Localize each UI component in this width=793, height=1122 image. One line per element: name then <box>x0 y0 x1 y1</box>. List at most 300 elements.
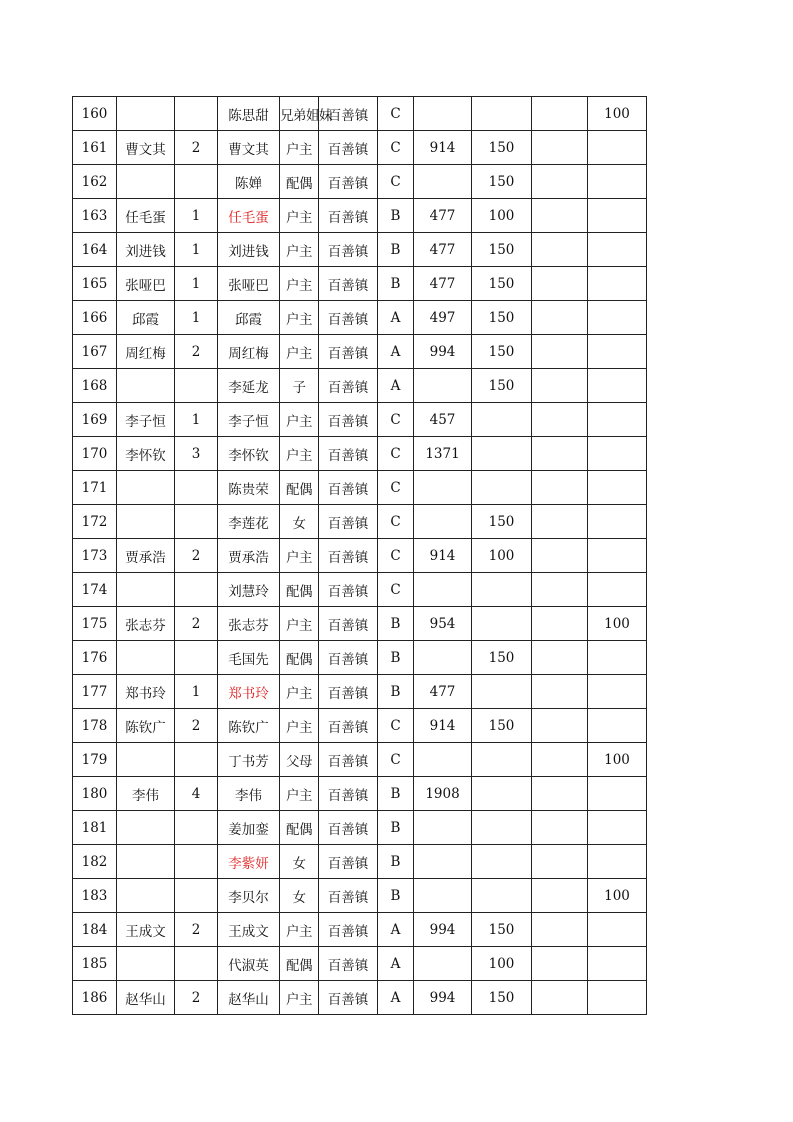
cell-member-name: 任毛蛋 <box>218 199 280 233</box>
cell-household-head: 邱霞 <box>117 301 175 335</box>
cell-serial-number: 184 <box>73 913 117 947</box>
cell-household-head: 李怀钦 <box>117 437 175 471</box>
cell-town: 百善镇 <box>319 641 378 675</box>
cell-subsidy-2 <box>532 947 588 981</box>
cell-subsidy-2 <box>532 777 588 811</box>
cell-household-size <box>175 471 218 505</box>
cell-household-size <box>175 641 218 675</box>
cell-subsidy-1: 150 <box>472 981 532 1015</box>
cell-town: 百善镇 <box>319 879 378 913</box>
cell-member-name: 李贝尔 <box>218 879 280 913</box>
cell-member-name: 李怀钦 <box>218 437 280 471</box>
cell-household-size <box>175 369 218 403</box>
cell-relationship: 配偶 <box>280 947 319 981</box>
cell-household-head: 曹文其 <box>117 131 175 165</box>
cell-amount: 477 <box>414 199 472 233</box>
cell-amount: 1371 <box>414 437 472 471</box>
table-row <box>73 947 647 981</box>
cell-household-size <box>175 845 218 879</box>
cell-town: 百善镇 <box>319 131 378 165</box>
cell-amount <box>414 743 472 777</box>
cell-town: 百善镇 <box>319 471 378 505</box>
table-row <box>73 471 647 505</box>
cell-amount <box>414 97 472 131</box>
cell-subsidy-1: 150 <box>472 267 532 301</box>
cell-household-head <box>117 97 175 131</box>
table-row <box>73 267 647 301</box>
cell-grade: C <box>378 471 414 505</box>
cell-relationship: 户主 <box>280 233 319 267</box>
cell-member-name: 刘慧玲 <box>218 573 280 607</box>
cell-household-head <box>117 879 175 913</box>
cell-subsidy-2 <box>532 199 588 233</box>
cell-grade: B <box>378 199 414 233</box>
cell-subsidy-2 <box>532 573 588 607</box>
table-row <box>73 641 647 675</box>
cell-household-size: 2 <box>175 607 218 641</box>
cell-town: 百善镇 <box>319 709 378 743</box>
table-row <box>73 131 647 165</box>
cell-subsidy-2 <box>532 743 588 777</box>
table-row <box>73 505 647 539</box>
cell-relationship: 配偶 <box>280 471 319 505</box>
cell-grade: C <box>378 165 414 199</box>
cell-subsidy-2 <box>532 811 588 845</box>
cell-serial-number: 168 <box>73 369 117 403</box>
cell-household-size: 1 <box>175 675 218 709</box>
cell-amount <box>414 369 472 403</box>
table-row <box>73 97 647 131</box>
cell-subsidy-3 <box>588 267 647 301</box>
cell-subsidy-1 <box>472 471 532 505</box>
cell-grade: A <box>378 981 414 1015</box>
cell-serial-number: 162 <box>73 165 117 199</box>
cell-town: 百善镇 <box>319 369 378 403</box>
cell-member-name: 贾承浩 <box>218 539 280 573</box>
cell-subsidy-3: 100 <box>588 743 647 777</box>
cell-serial-number: 167 <box>73 335 117 369</box>
cell-member-name: 李紫妍 <box>218 845 280 879</box>
cell-subsidy-2 <box>532 437 588 471</box>
cell-serial-number: 175 <box>73 607 117 641</box>
cell-town: 百善镇 <box>319 981 378 1015</box>
cell-town: 百善镇 <box>319 505 378 539</box>
cell-relationship: 户主 <box>280 267 319 301</box>
cell-subsidy-3 <box>588 369 647 403</box>
cell-household-head: 张志芬 <box>117 607 175 641</box>
cell-town: 百善镇 <box>319 573 378 607</box>
table-row <box>73 369 647 403</box>
cell-subsidy-3 <box>588 165 647 199</box>
cell-serial-number: 165 <box>73 267 117 301</box>
cell-serial-number: 181 <box>73 811 117 845</box>
cell-household-head <box>117 165 175 199</box>
cell-amount: 954 <box>414 607 472 641</box>
cell-amount: 1908 <box>414 777 472 811</box>
cell-serial-number: 163 <box>73 199 117 233</box>
cell-subsidy-1 <box>472 879 532 913</box>
cell-subsidy-2 <box>532 131 588 165</box>
cell-serial-number: 183 <box>73 879 117 913</box>
cell-town: 百善镇 <box>319 403 378 437</box>
cell-amount <box>414 573 472 607</box>
cell-household-size: 2 <box>175 335 218 369</box>
cell-member-name: 陈贵荣 <box>218 471 280 505</box>
cell-amount: 914 <box>414 539 472 573</box>
cell-household-size <box>175 505 218 539</box>
cell-subsidy-3 <box>588 811 647 845</box>
cell-subsidy-1: 150 <box>472 131 532 165</box>
cell-subsidy-3 <box>588 947 647 981</box>
table-row <box>73 335 647 369</box>
cell-subsidy-1: 150 <box>472 641 532 675</box>
cell-household-size: 2 <box>175 539 218 573</box>
cell-household-head <box>117 845 175 879</box>
cell-relationship: 父母 <box>280 743 319 777</box>
cell-member-name: 郑书玲 <box>218 675 280 709</box>
cell-relationship: 户主 <box>280 675 319 709</box>
cell-amount: 914 <box>414 131 472 165</box>
cell-relationship: 户主 <box>280 335 319 369</box>
cell-subsidy-1 <box>472 777 532 811</box>
cell-subsidy-2 <box>532 301 588 335</box>
table-row <box>73 233 647 267</box>
table-row <box>73 403 647 437</box>
cell-member-name: 李子恒 <box>218 403 280 437</box>
cell-subsidy-2 <box>532 369 588 403</box>
cell-subsidy-1 <box>472 573 532 607</box>
cell-subsidy-1: 150 <box>472 301 532 335</box>
cell-grade: C <box>378 403 414 437</box>
cell-member-name: 曹文其 <box>218 131 280 165</box>
cell-serial-number: 174 <box>73 573 117 607</box>
cell-amount: 477 <box>414 233 472 267</box>
cell-town: 百善镇 <box>319 913 378 947</box>
cell-subsidy-1 <box>472 607 532 641</box>
cell-member-name: 李伟 <box>218 777 280 811</box>
cell-grade: B <box>378 267 414 301</box>
cell-amount <box>414 879 472 913</box>
cell-subsidy-2 <box>532 675 588 709</box>
cell-grade: A <box>378 947 414 981</box>
cell-relationship: 配偶 <box>280 573 319 607</box>
cell-relationship: 女 <box>280 505 319 539</box>
cell-subsidy-1: 150 <box>472 369 532 403</box>
cell-amount <box>414 165 472 199</box>
cell-household-head <box>117 471 175 505</box>
cell-household-head: 赵华山 <box>117 981 175 1015</box>
cell-household-head: 贾承浩 <box>117 539 175 573</box>
cell-serial-number: 186 <box>73 981 117 1015</box>
cell-subsidy-1 <box>472 675 532 709</box>
cell-town: 百善镇 <box>319 335 378 369</box>
cell-household-size <box>175 573 218 607</box>
cell-relationship: 户主 <box>280 131 319 165</box>
cell-town: 百善镇 <box>319 97 378 131</box>
cell-serial-number: 161 <box>73 131 117 165</box>
cell-subsidy-3 <box>588 539 647 573</box>
cell-household-size <box>175 879 218 913</box>
cell-town: 百善镇 <box>319 743 378 777</box>
cell-subsidy-2 <box>532 845 588 879</box>
cell-household-head <box>117 505 175 539</box>
cell-serial-number: 182 <box>73 845 117 879</box>
cell-town: 百善镇 <box>319 947 378 981</box>
cell-grade: A <box>378 369 414 403</box>
cell-household-size: 2 <box>175 709 218 743</box>
cell-town: 百善镇 <box>319 777 378 811</box>
cell-household-head: 李伟 <box>117 777 175 811</box>
cell-grade: B <box>378 879 414 913</box>
cell-serial-number: 173 <box>73 539 117 573</box>
cell-subsidy-3 <box>588 335 647 369</box>
cell-grade: B <box>378 607 414 641</box>
cell-household-size <box>175 97 218 131</box>
cell-relationship: 户主 <box>280 913 319 947</box>
cell-subsidy-3 <box>588 777 647 811</box>
table-row <box>73 675 647 709</box>
cell-town: 百善镇 <box>319 165 378 199</box>
cell-town: 百善镇 <box>319 301 378 335</box>
cell-serial-number: 179 <box>73 743 117 777</box>
table-row <box>73 777 647 811</box>
cell-amount <box>414 947 472 981</box>
cell-subsidy-3 <box>588 233 647 267</box>
cell-serial-number: 180 <box>73 777 117 811</box>
cell-household-size <box>175 743 218 777</box>
cell-amount <box>414 845 472 879</box>
table-row <box>73 743 647 777</box>
cell-grade: A <box>378 335 414 369</box>
cell-town: 百善镇 <box>319 811 378 845</box>
cell-household-size <box>175 947 218 981</box>
cell-subsidy-2 <box>532 709 588 743</box>
table-row <box>73 709 647 743</box>
cell-member-name: 丁书芳 <box>218 743 280 777</box>
cell-household-head <box>117 743 175 777</box>
cell-household-size: 4 <box>175 777 218 811</box>
cell-household-head <box>117 811 175 845</box>
table-row <box>73 199 647 233</box>
cell-relationship: 户主 <box>280 403 319 437</box>
cell-grade: C <box>378 743 414 777</box>
cell-subsidy-1 <box>472 97 532 131</box>
cell-subsidy-1: 150 <box>472 913 532 947</box>
cell-member-name: 张志芬 <box>218 607 280 641</box>
cell-household-size: 1 <box>175 199 218 233</box>
table-row <box>73 301 647 335</box>
cell-household-head: 任毛蛋 <box>117 199 175 233</box>
cell-subsidy-3 <box>588 301 647 335</box>
table-row <box>73 845 647 879</box>
cell-town: 百善镇 <box>319 539 378 573</box>
cell-member-name: 代淑英 <box>218 947 280 981</box>
cell-serial-number: 171 <box>73 471 117 505</box>
cell-serial-number: 172 <box>73 505 117 539</box>
cell-subsidy-2 <box>532 267 588 301</box>
cell-grade: B <box>378 233 414 267</box>
cell-amount: 914 <box>414 709 472 743</box>
cell-subsidy-2 <box>532 879 588 913</box>
cell-subsidy-1: 150 <box>472 233 532 267</box>
cell-subsidy-2 <box>532 913 588 947</box>
cell-household-head <box>117 641 175 675</box>
cell-subsidy-2 <box>532 165 588 199</box>
cell-member-name: 张哑巴 <box>218 267 280 301</box>
cell-member-name: 刘进钱 <box>218 233 280 267</box>
cell-subsidy-3 <box>588 471 647 505</box>
table-row <box>73 811 647 845</box>
cell-subsidy-2 <box>532 641 588 675</box>
cell-serial-number: 178 <box>73 709 117 743</box>
cell-member-name: 陈钦广 <box>218 709 280 743</box>
cell-subsidy-3 <box>588 437 647 471</box>
cell-household-head: 王成文 <box>117 913 175 947</box>
cell-serial-number: 177 <box>73 675 117 709</box>
table-row <box>73 539 647 573</box>
cell-relationship: 配偶 <box>280 811 319 845</box>
cell-relationship: 配偶 <box>280 165 319 199</box>
cell-amount: 457 <box>414 403 472 437</box>
cell-amount: 994 <box>414 913 472 947</box>
cell-household-head: 周红梅 <box>117 335 175 369</box>
table-row <box>73 913 647 947</box>
cell-amount: 994 <box>414 335 472 369</box>
cell-grade: C <box>378 131 414 165</box>
cell-subsidy-1 <box>472 743 532 777</box>
cell-town: 百善镇 <box>319 675 378 709</box>
cell-subsidy-3: 100 <box>588 607 647 641</box>
cell-household-size: 2 <box>175 131 218 165</box>
cell-grade: A <box>378 301 414 335</box>
cell-subsidy-3 <box>588 505 647 539</box>
cell-subsidy-1: 150 <box>472 505 532 539</box>
cell-serial-number: 185 <box>73 947 117 981</box>
cell-town: 百善镇 <box>319 233 378 267</box>
cell-subsidy-3 <box>588 709 647 743</box>
cell-relationship: 户主 <box>280 437 319 471</box>
cell-amount <box>414 641 472 675</box>
cell-subsidy-3 <box>588 131 647 165</box>
cell-member-name: 陈婵 <box>218 165 280 199</box>
cell-subsidy-2 <box>532 539 588 573</box>
cell-grade: C <box>378 709 414 743</box>
cell-relationship: 户主 <box>280 539 319 573</box>
cell-grade: C <box>378 97 414 131</box>
cell-serial-number: 164 <box>73 233 117 267</box>
cell-amount: 994 <box>414 981 472 1015</box>
cell-household-head <box>117 573 175 607</box>
cell-subsidy-2 <box>532 335 588 369</box>
cell-household-size: 2 <box>175 981 218 1015</box>
cell-member-name: 李延龙 <box>218 369 280 403</box>
cell-household-head: 郑书玲 <box>117 675 175 709</box>
cell-member-name: 周红梅 <box>218 335 280 369</box>
cell-household-size <box>175 165 218 199</box>
cell-grade: B <box>378 845 414 879</box>
cell-household-head: 李子恒 <box>117 403 175 437</box>
cell-household-size: 1 <box>175 403 218 437</box>
cell-subsidy-1: 100 <box>472 199 532 233</box>
cell-town: 百善镇 <box>319 199 378 233</box>
cell-household-head <box>117 369 175 403</box>
cell-member-name: 陈思甜 <box>218 97 280 131</box>
cell-subsidy-2 <box>532 403 588 437</box>
cell-relationship: 女 <box>280 845 319 879</box>
cell-grade: B <box>378 777 414 811</box>
table-body <box>73 97 647 1015</box>
cell-town: 百善镇 <box>319 437 378 471</box>
cell-subsidy-1: 100 <box>472 947 532 981</box>
cell-serial-number: 176 <box>73 641 117 675</box>
table-row <box>73 437 647 471</box>
cell-grade: B <box>378 641 414 675</box>
cell-subsidy-1 <box>472 811 532 845</box>
cell-subsidy-1 <box>472 845 532 879</box>
cell-subsidy-3 <box>588 573 647 607</box>
cell-household-size: 1 <box>175 267 218 301</box>
cell-amount <box>414 471 472 505</box>
cell-member-name: 李莲花 <box>218 505 280 539</box>
cell-relationship: 兄弟姐妹 <box>280 97 319 131</box>
cell-relationship: 户主 <box>280 199 319 233</box>
cell-town: 百善镇 <box>319 607 378 641</box>
cell-subsidy-3 <box>588 641 647 675</box>
cell-subsidy-1: 100 <box>472 539 532 573</box>
cell-relationship: 户主 <box>280 777 319 811</box>
cell-subsidy-1 <box>472 437 532 471</box>
cell-household-head: 刘进钱 <box>117 233 175 267</box>
cell-subsidy-2 <box>532 505 588 539</box>
cell-relationship: 配偶 <box>280 641 319 675</box>
cell-grade: A <box>378 913 414 947</box>
cell-serial-number: 170 <box>73 437 117 471</box>
table-row <box>73 879 647 913</box>
cell-subsidy-3 <box>588 199 647 233</box>
cell-subsidy-3: 100 <box>588 97 647 131</box>
cell-household-size: 1 <box>175 301 218 335</box>
cell-subsidy-2 <box>532 233 588 267</box>
cell-relationship: 户主 <box>280 607 319 641</box>
cell-relationship: 女 <box>280 879 319 913</box>
cell-household-size: 2 <box>175 913 218 947</box>
cell-household-head <box>117 947 175 981</box>
cell-household-head: 陈钦广 <box>117 709 175 743</box>
cell-relationship: 子 <box>280 369 319 403</box>
table-row <box>73 981 647 1015</box>
cell-member-name: 邱霞 <box>218 301 280 335</box>
cell-subsidy-2 <box>532 607 588 641</box>
table-row <box>73 165 647 199</box>
data-table <box>72 96 647 1015</box>
cell-amount: 497 <box>414 301 472 335</box>
cell-amount <box>414 505 472 539</box>
cell-subsidy-1: 150 <box>472 165 532 199</box>
cell-household-size: 3 <box>175 437 218 471</box>
cell-member-name: 毛国先 <box>218 641 280 675</box>
cell-member-name: 赵华山 <box>218 981 280 1015</box>
cell-subsidy-1: 150 <box>472 335 532 369</box>
cell-amount <box>414 811 472 845</box>
cell-subsidy-2 <box>532 471 588 505</box>
cell-serial-number: 160 <box>73 97 117 131</box>
cell-member-name: 姜加銮 <box>218 811 280 845</box>
cell-grade: C <box>378 539 414 573</box>
cell-subsidy-3 <box>588 845 647 879</box>
table-row <box>73 607 647 641</box>
cell-subsidy-3 <box>588 675 647 709</box>
cell-grade: B <box>378 811 414 845</box>
